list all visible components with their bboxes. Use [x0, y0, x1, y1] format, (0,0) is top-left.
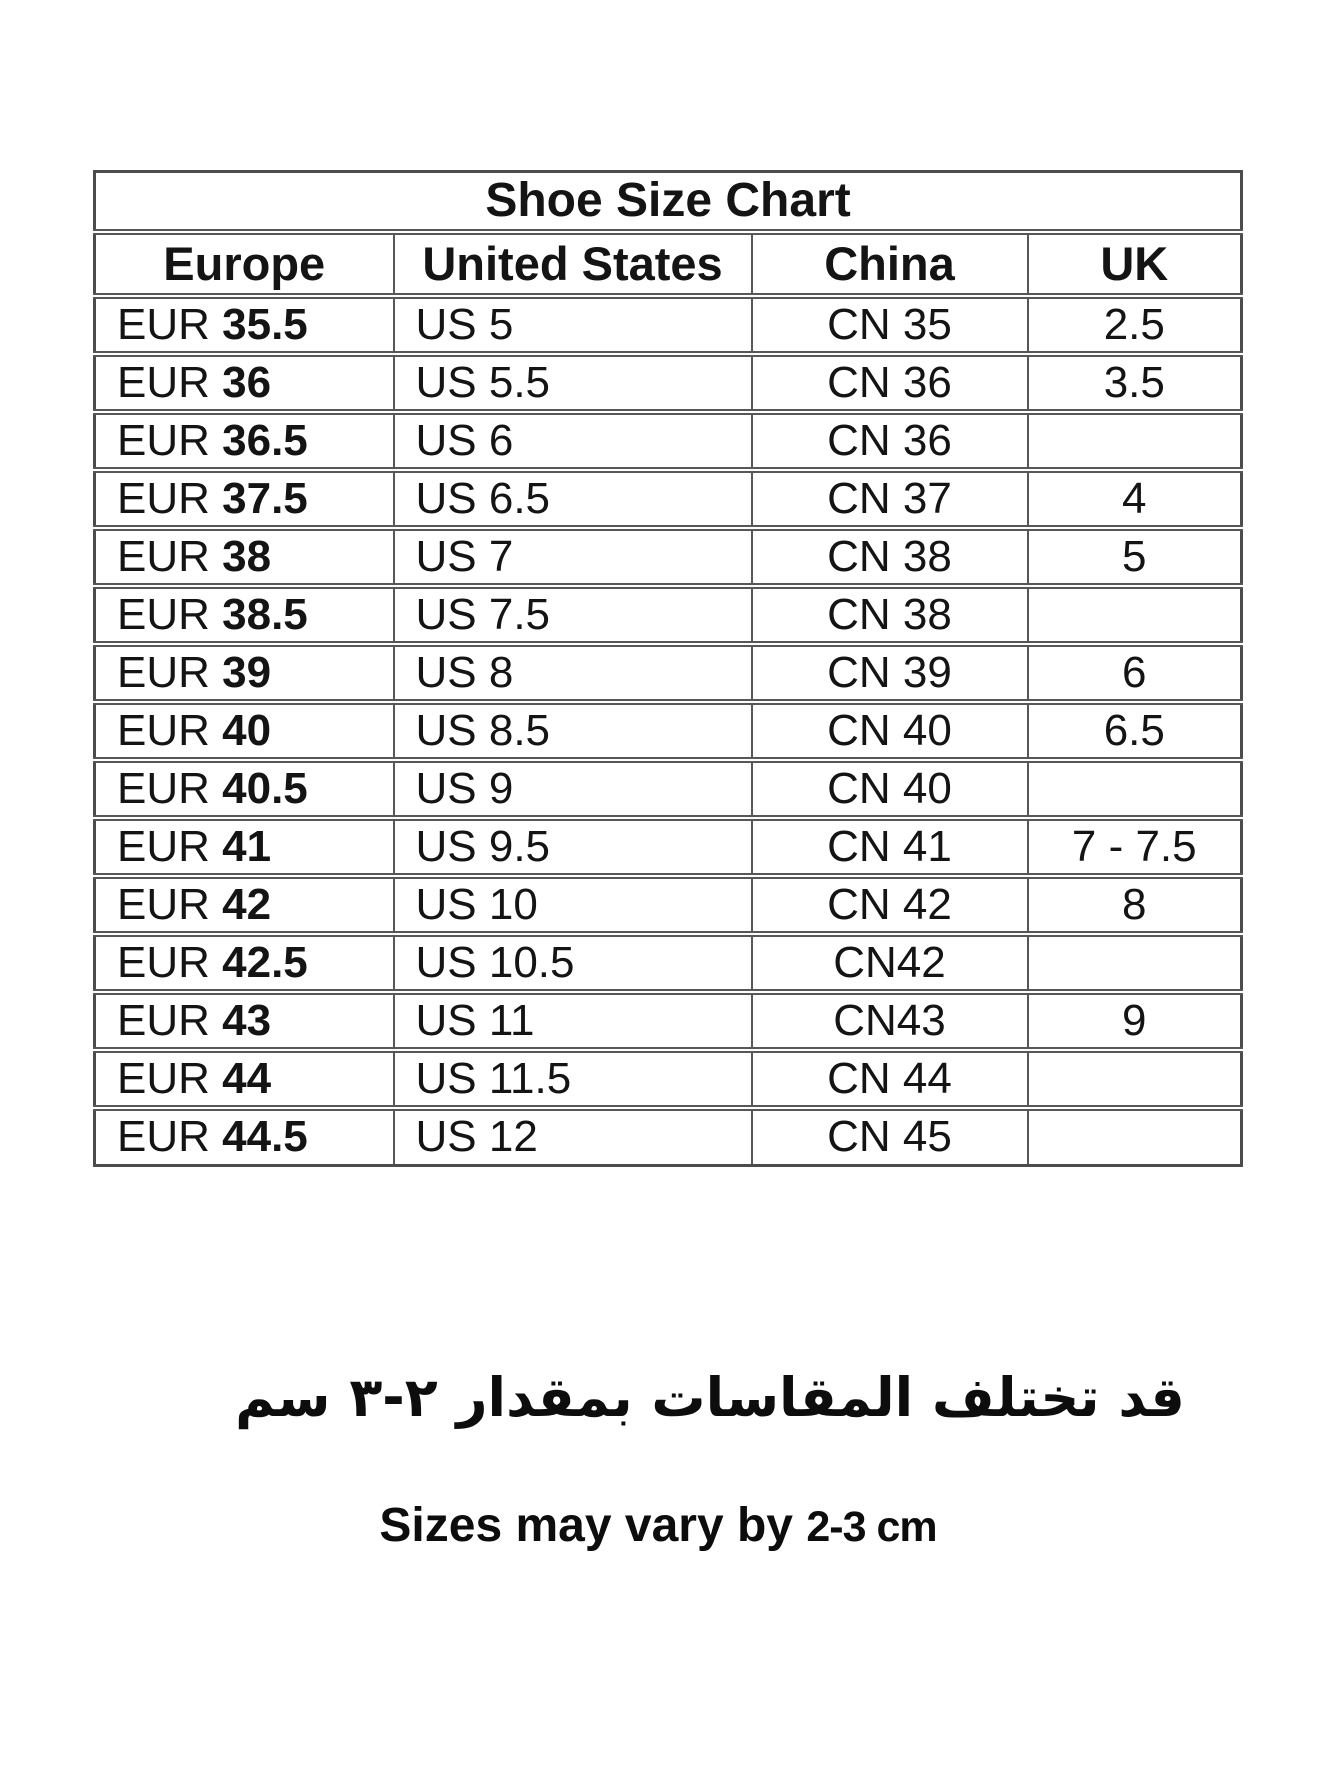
us-size-cell: US 11: [394, 992, 752, 1050]
uk-size-cell: 9: [1028, 992, 1242, 1050]
eur-size-cell: [95, 296, 394, 354]
us-size-cell: US 7.5: [394, 586, 752, 644]
eur-size-cell: [95, 760, 394, 818]
eur-prefix-label: EUR: [117, 357, 210, 407]
eur-size-value: 36.5: [222, 415, 308, 465]
table-row: [95, 934, 1242, 992]
cn-size-cell: CN 35: [752, 296, 1028, 354]
table-row: [95, 644, 1242, 702]
table-row: [95, 876, 1242, 934]
uk-size-cell: [1028, 1108, 1242, 1166]
eur-prefix-label: EUR: [117, 415, 210, 465]
eur-size-cell: [95, 1108, 394, 1166]
us-size-cell: US 7: [394, 528, 752, 586]
table-row: [95, 296, 1242, 354]
eur-prefix-label: EUR: [117, 995, 210, 1045]
uk-size-cell: 7 - 7.5: [1028, 818, 1242, 876]
us-size-cell: US 5.5: [394, 354, 752, 412]
eur-size-value: 44: [222, 1053, 272, 1103]
cn-size-cell: CN43: [752, 992, 1028, 1050]
cn-size-cell: CN 38: [752, 528, 1028, 586]
eur-prefix-label: EUR: [117, 705, 210, 755]
column-header-china: China: [752, 232, 1028, 296]
eur-size-cell: [95, 876, 394, 934]
eur-size-cell: [95, 992, 394, 1050]
us-size-cell: US 11.5: [394, 1050, 752, 1108]
eur-size-value: 40: [222, 705, 272, 755]
eur-size-value: 40.5: [222, 763, 308, 813]
eur-prefix-label: EUR: [117, 1053, 210, 1103]
shoe-size-table: [93, 170, 1243, 1167]
table-row: [95, 470, 1242, 528]
column-header-uk: UK: [1028, 232, 1242, 296]
eur-size-value: 44.5: [222, 1112, 308, 1162]
eur-size-cell: [95, 528, 394, 586]
us-size-cell: US 8.5: [394, 702, 752, 760]
uk-size-cell: [1028, 1050, 1242, 1108]
eur-size-cell: [95, 644, 394, 702]
eur-size-cell: [95, 818, 394, 876]
eur-size-cell: [95, 1050, 394, 1108]
eur-size-cell: [95, 934, 394, 992]
cn-size-cell: CN 38: [752, 586, 1028, 644]
uk-size-cell: 2.5: [1028, 296, 1242, 354]
uk-size-cell: 5: [1028, 528, 1242, 586]
eur-size-value: 37.5: [222, 473, 308, 523]
table-row: [95, 354, 1242, 412]
eur-size-value: 39: [222, 647, 272, 697]
us-size-cell: US 10.5: [394, 934, 752, 992]
eur-size-cell: [95, 586, 394, 644]
eur-prefix-label: EUR: [117, 1112, 210, 1162]
cn-size-cell: CN 36: [752, 354, 1028, 412]
table-row: [95, 992, 1242, 1050]
table-row: [95, 760, 1242, 818]
cn-size-cell: CN 45: [752, 1108, 1028, 1166]
table-row: [95, 586, 1242, 644]
eur-prefix-label: EUR: [117, 821, 210, 871]
eur-prefix-label: EUR: [117, 531, 210, 581]
cn-size-cell: CN 40: [752, 702, 1028, 760]
eur-prefix-label: EUR: [117, 647, 210, 697]
uk-size-cell: [1028, 586, 1242, 644]
size-table-body: [95, 296, 1242, 1166]
eur-size-cell: [95, 702, 394, 760]
eur-prefix-label: EUR: [117, 937, 210, 987]
eur-size-cell: [95, 354, 394, 412]
size-note-english-value: 2-3 cm: [806, 1503, 937, 1551]
eur-size-cell: [95, 470, 394, 528]
us-size-cell: US 10: [394, 876, 752, 934]
cn-size-cell: CN 40: [752, 760, 1028, 818]
eur-size-value: 42: [222, 879, 272, 929]
size-note-english: [0, 1498, 1340, 1553]
eur-size-value: 42.5: [222, 937, 308, 987]
uk-size-cell: [1028, 934, 1242, 992]
us-size-cell: US 5: [394, 296, 752, 354]
table-title-row: [95, 172, 1242, 232]
us-size-cell: US 8: [394, 644, 752, 702]
table-header-row: [95, 232, 1242, 296]
uk-size-cell: 3.5: [1028, 354, 1242, 412]
eur-size-value: 36: [222, 357, 272, 407]
table-row: [95, 702, 1242, 760]
size-note-english-text: Sizes may vary by: [379, 1499, 793, 1552]
column-header-united-states: United States: [394, 232, 752, 296]
eur-size-value: 38: [222, 531, 272, 581]
eur-prefix-label: EUR: [117, 473, 210, 523]
table-row: [95, 818, 1242, 876]
us-size-cell: US 6.5: [394, 470, 752, 528]
eur-prefix-label: EUR: [117, 763, 210, 813]
cn-size-cell: CN42: [752, 934, 1028, 992]
us-size-cell: US 6: [394, 412, 752, 470]
column-header-europe: Europe: [95, 232, 394, 296]
uk-size-cell: 6.5: [1028, 702, 1242, 760]
uk-size-cell: 4: [1028, 470, 1242, 528]
eur-prefix-label: EUR: [117, 589, 210, 639]
eur-size-value: 43: [222, 995, 272, 1045]
cn-size-cell: CN 41: [752, 818, 1028, 876]
table-title: Shoe Size Chart: [95, 172, 1242, 232]
eur-prefix-label: EUR: [117, 299, 210, 349]
us-size-cell: US 9.5: [394, 818, 752, 876]
cn-size-cell: CN 44: [752, 1050, 1028, 1108]
table-row: [95, 528, 1242, 586]
cn-size-cell: CN 39: [752, 644, 1028, 702]
eur-prefix-label: EUR: [117, 879, 210, 929]
eur-size-value: 41: [222, 821, 272, 871]
table-row: [95, 412, 1242, 470]
us-size-cell: US 9: [394, 760, 752, 818]
eur-size-value: 35.5: [222, 299, 308, 349]
uk-size-cell: [1028, 412, 1242, 470]
uk-size-cell: [1028, 760, 1242, 818]
us-size-cell: US 12: [394, 1108, 752, 1166]
eur-size-value: 38.5: [222, 589, 308, 639]
cn-size-cell: CN 37: [752, 470, 1028, 528]
size-note-arabic: قد تختلف المقاسات بمقدار ٢-٣ سم: [235, 1366, 1185, 1429]
table-row: [95, 1050, 1242, 1108]
eur-size-cell: [95, 412, 394, 470]
uk-size-cell: 6: [1028, 644, 1242, 702]
cn-size-cell: CN 36: [752, 412, 1028, 470]
table-row: [95, 1108, 1242, 1166]
cn-size-cell: CN 42: [752, 876, 1028, 934]
uk-size-cell: 8: [1028, 876, 1242, 934]
